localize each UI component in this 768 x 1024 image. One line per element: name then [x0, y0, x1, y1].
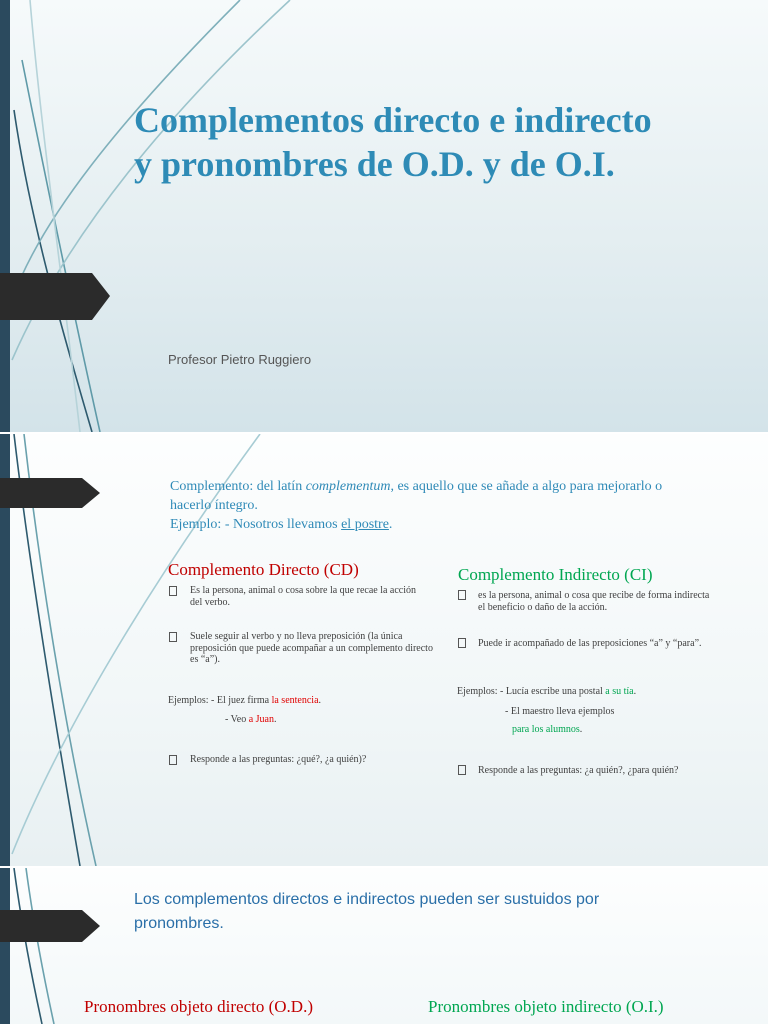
arrow-tab [0, 910, 100, 942]
cd-example-1 [168, 695, 321, 707]
arrow-tab [0, 478, 100, 508]
cd-example-highlight: a Juan [248, 714, 274, 725]
title-line-1: Complementos directo e indirecto [134, 100, 652, 140]
example-part: . [273, 714, 277, 725]
example-highlight: el postre [341, 517, 389, 532]
ci-example-2: - El maestro lleva ejemplos [505, 706, 615, 717]
author: Profesor Pietro Ruggiero [168, 352, 312, 367]
example-part: . [579, 724, 583, 735]
slide-title [0, 0, 768, 432]
decorative-curves [14, 868, 54, 1024]
definition-part: Complemento: del latín [170, 479, 306, 494]
cd-bullet-3: Responde a las preguntas: ¿qué?, ¿a quién)? [190, 754, 367, 765]
example-part: . [388, 517, 393, 532]
ci-bullet-1: es la persona, animal o cosa que recibe de forma indirecta el beneficio o daño de la acción. [478, 590, 710, 613]
latin-term: complementum [305, 479, 391, 494]
cd-example-highlight: la sentencia [271, 695, 319, 706]
bullet-icon [458, 638, 466, 648]
bullet-icon [458, 765, 466, 775]
title-line-2: y pronombres de O.D. y de O.I. [134, 144, 615, 184]
example-part: . [633, 686, 637, 697]
pronouns-intro: Los complementos directos e indirectos pueden ser sustuidos por pronombres. [134, 891, 600, 932]
definition-part: , es aquello que se añade a algo para mejorarlo o hacerlo íntegro. [170, 479, 663, 513]
cd-bullet-2: Suele seguir al verbo y no lleva preposición (la única preposición que puede acompañar a un complemento directo es “a”). [190, 631, 433, 665]
cd-example-2 [225, 714, 276, 726]
definition-text [170, 477, 670, 534]
cd-heading: Complemento Directo (CD) [168, 560, 359, 579]
decorative-curves [12, 0, 290, 432]
ci-example-highlight: para los alumnos [512, 724, 580, 735]
ci-heading: Complemento Indirecto (CI) [458, 565, 653, 584]
slide-title-heading [134, 98, 734, 186]
bullet-icon [458, 590, 466, 600]
bullet-icon [169, 632, 177, 642]
example-part: Ejemplo: - Nosotros llevamos [170, 517, 342, 532]
example-part: Ejemplos: - Lucía escribe una postal [457, 686, 606, 697]
ci-example-3 [512, 724, 582, 736]
bullet-icon [169, 586, 177, 596]
od-heading: Pronombres objeto directo (O.D.) [84, 997, 313, 1016]
slide-decoration [0, 0, 768, 432]
arrow-tab [0, 273, 110, 320]
oi-heading: Pronombres objeto indirecto (O.I.) [428, 997, 664, 1016]
ci-bullet-3: Responde a las preguntas: ¿a quién?, ¿para quién? [478, 765, 679, 776]
side-bar [0, 868, 10, 1024]
example-part: - Veo [225, 714, 249, 725]
side-bar [0, 0, 10, 432]
example-part: . [318, 695, 322, 706]
example-part: Ejemplos: - El juez firma [168, 695, 272, 706]
bullet-icon [169, 755, 177, 765]
cd-bullet-1: Es la persona, animal o cosa sobre la que recae la acción del verbo. [190, 585, 417, 608]
ci-example-highlight: a su tía [605, 686, 634, 697]
ci-bullet-2: Puede ir acompañado de las preposiciones “a” y “para”. [478, 638, 702, 649]
ci-example-1 [457, 686, 636, 698]
